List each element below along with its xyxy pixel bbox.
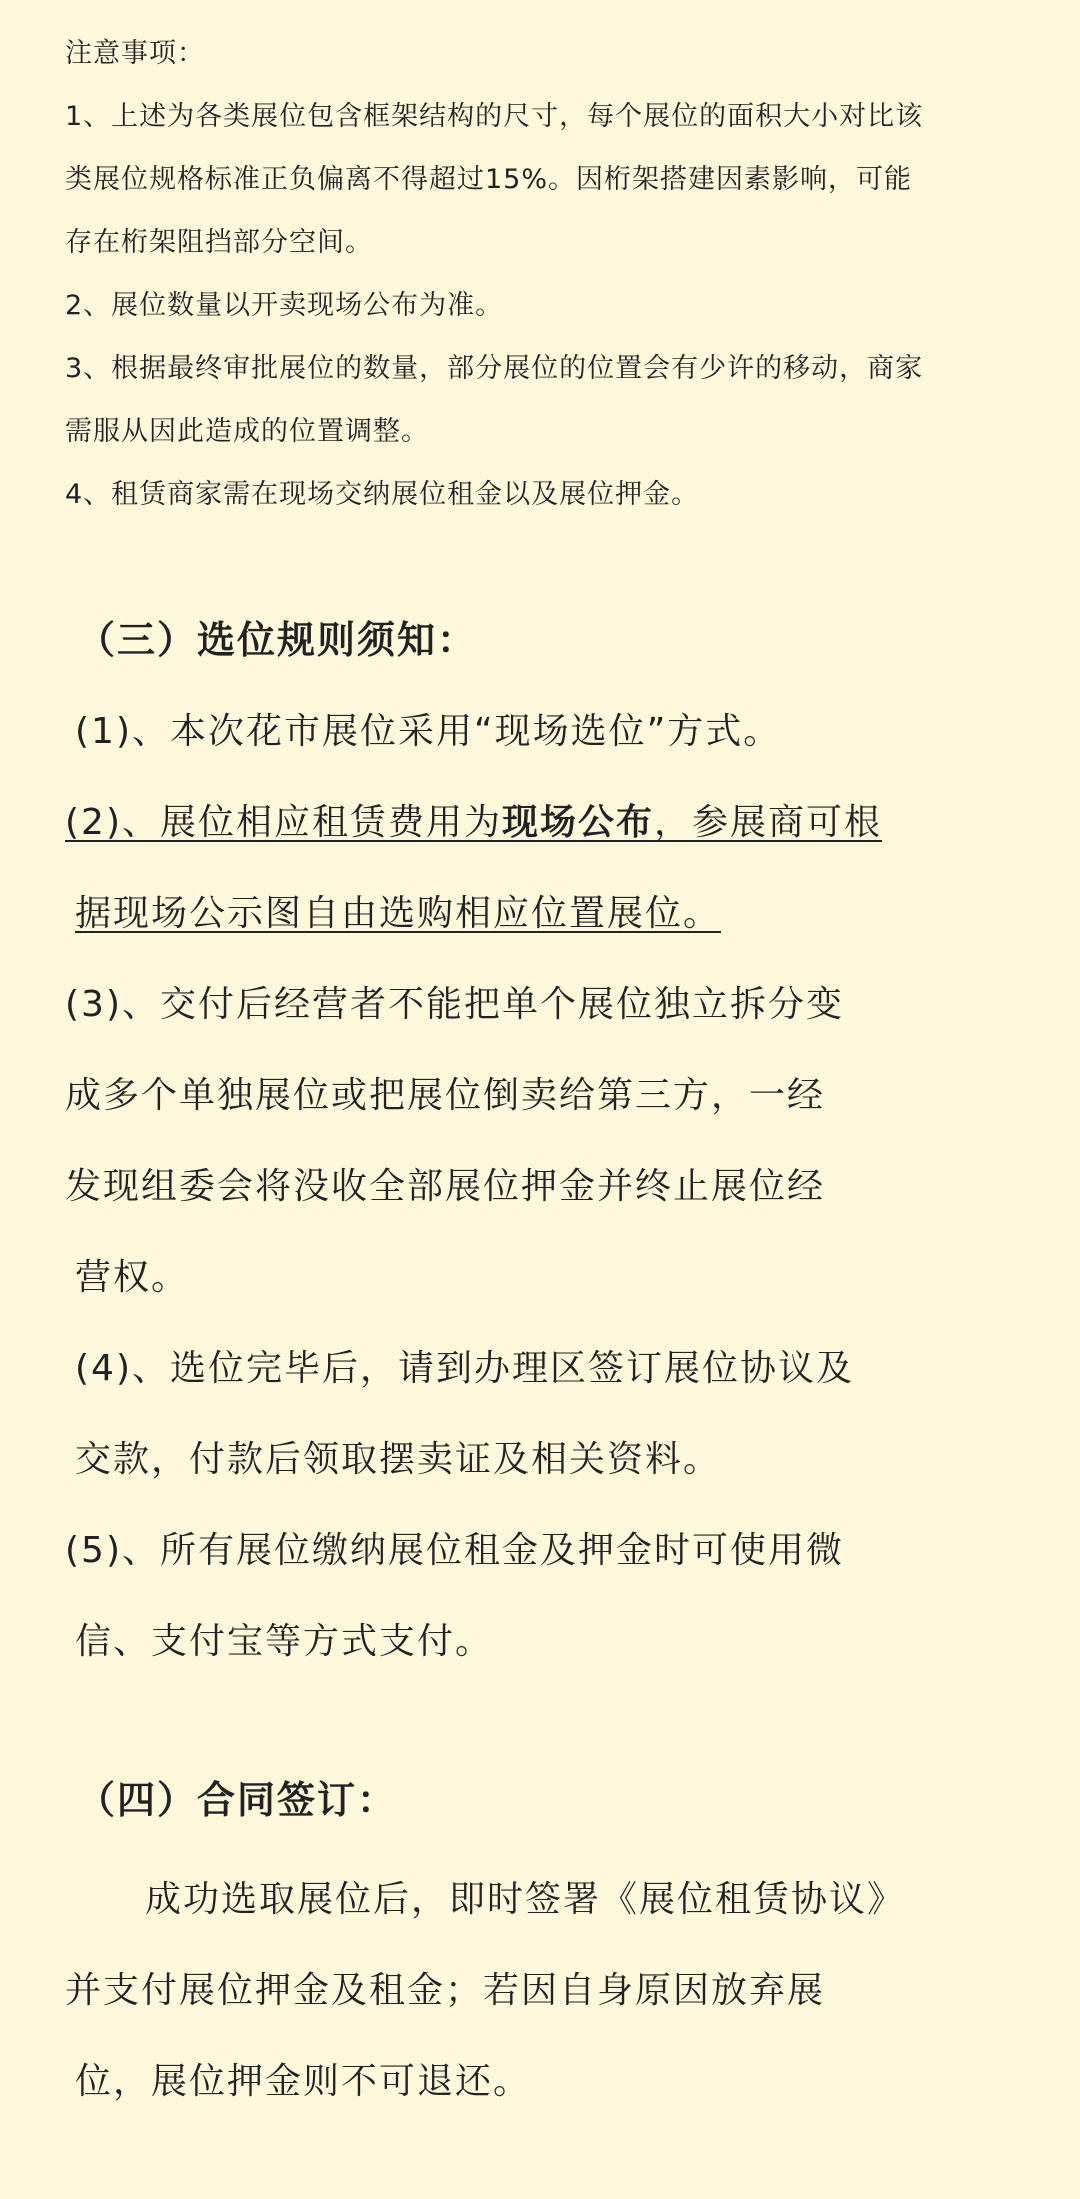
notes-title: 注意事项： bbox=[65, 38, 205, 69]
contract-line: 并支付展位押金及租金；若因自身原因放弃展 bbox=[65, 1970, 826, 2011]
notes-line: 4、租赁商家需在现场交纳展位租金以及展位押金。 bbox=[65, 479, 700, 510]
notes-line: 类展位规格标准正负偏离不得超过15%。因桁架搭建因素影响，可能 bbox=[65, 164, 913, 195]
notes-line: 2、展位数量以开卖现场公布为准。 bbox=[65, 290, 504, 321]
notes-line: 3、根据最终审批展位的数量，部分展位的位置会有少许的移动，商家 bbox=[65, 353, 924, 384]
contract-line: 位，展位押金则不可退还。 bbox=[75, 2061, 532, 2102]
notes-line: 存在桁架阻挡部分空间。 bbox=[65, 227, 373, 258]
contract-line: 成功选取展位后，即时签署《展位租赁协议》 bbox=[145, 1879, 906, 1920]
section-contract-signing bbox=[65, 1760, 985, 2127]
rule-3-line: 成多个单独展位或把展位倒卖给第三方，一经 bbox=[65, 1075, 826, 1116]
rule-3-line: (3)、交付后经营者不能把单个展位独立拆分变 bbox=[65, 984, 844, 1025]
rule-4-line: 交款，付款后领取摆卖证及相关资料。 bbox=[75, 1439, 722, 1480]
rule-1: (1)、本次花市展位采用“现场选位”方式。 bbox=[75, 711, 782, 752]
section-selection-rules bbox=[65, 600, 985, 1687]
notes-line: 需服从因此造成的位置调整。 bbox=[65, 416, 429, 447]
rule-2-line-1 bbox=[65, 777, 985, 868]
notes-line: 1、上述为各类展位包含框架结构的尺寸，每个展位的面积大小对比该 bbox=[65, 101, 924, 132]
section-title: （三）选位规则须知： bbox=[77, 618, 478, 662]
rule-2-suffix: ，参展商可根 bbox=[654, 802, 883, 843]
notes-block bbox=[65, 22, 1025, 526]
rule-5-line: 信、支付宝等方式支付。 bbox=[75, 1621, 494, 1662]
rule-3-line: 发现组委会将没收全部展位押金并终止展位经 bbox=[65, 1166, 826, 1207]
rule-5-line: (5)、所有展位缴纳展位租金及押金时可使用微 bbox=[65, 1530, 844, 1571]
rule-2-line-2-text: 据现场公示图自由选购相应位置展位。 bbox=[75, 893, 722, 934]
rule-2-line-2 bbox=[65, 868, 985, 959]
rule-3-line: 营权。 bbox=[75, 1257, 190, 1298]
rule-2-prefix: (2)、展位相应租赁费用为 bbox=[65, 802, 502, 843]
rule-4-line: (4)、选位完毕后，请到办理区签订展位协议及 bbox=[75, 1348, 854, 1389]
section-title: （四）合同签订： bbox=[77, 1778, 398, 1822]
rule-2-bold: 现场公布 bbox=[502, 802, 655, 843]
